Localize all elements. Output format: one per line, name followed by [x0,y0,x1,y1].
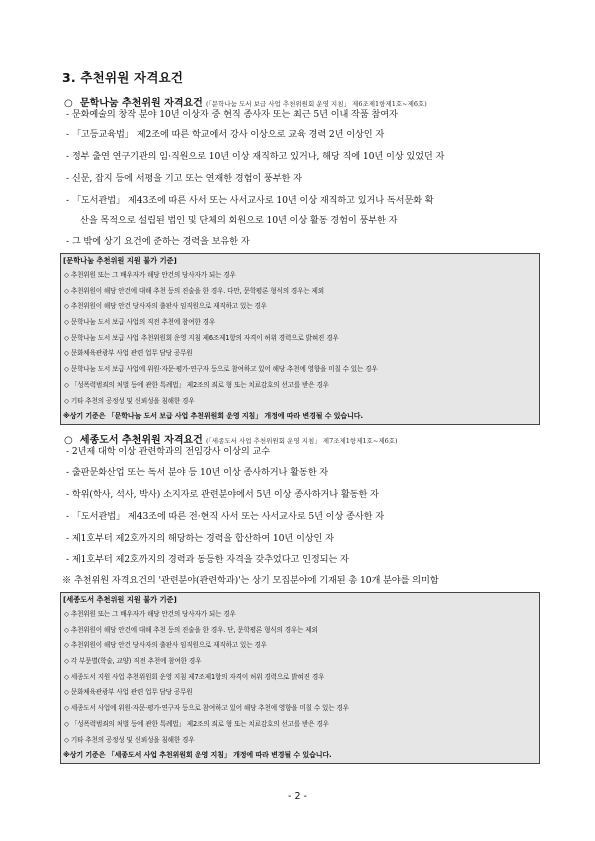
section-heading: 3. 추천위원 자격요건 [62,70,184,85]
sejong-requirement: - 「도서관법」 제43조에 따른 전·현직 사서 또는 사서교사로 5년 이상 종사한 자 [66,511,384,522]
exclusion-item: ◇ 추천위원 또는 그 배우자가 해당 안건의 당사자가 되는 경우 [64,610,236,618]
literature-exclusion-box [60,253,540,425]
exclusion-item: ◇ 「성폭력범죄의 처벌 등에 관한 특례법」 제2조의 죄로 형 또는 치료감호의 선고를 받은 경우 [64,380,329,389]
circle-bullet-icon: ○ [64,435,73,446]
exclusion-item: ◇ 추천위원이 해당 안건에 대해 추천 등의 진술을 한 경우. 다만, 문학평론 형식의 경우는 제외 [64,286,324,295]
literature-requirement: - 문화예술의 창작 분야 10년 이상자 중 현직 종사자 또는 최근 5년 이내 작품 참여자 [66,109,398,120]
exclusion-item: ◇ 세종도서 사업에 위원·자문·평가·연구자 등으로 참여하고 있어 해당 추천에 영향을 미칠 수 있는 경우 [64,704,349,713]
exclusion-item: ◇ 문학나눔 도서 보급 사업에 위원·자문·평가·연구자 등으로 참여하고 있어 해당 추천에 영향을 미칠 수 있는 경우 [64,365,378,374]
exclusion-item: ◇ 「성폭력범죄의 처벌 등에 관한 특례법」 제2조의 죄로 형 또는 치료감호의 선고를 받은 경우 [64,719,329,728]
exclusion-item: ◇ 문화체육관광부 사업 관련 업무 담당 공무원 [64,349,193,358]
sejong-requirement: - 학위(학사, 석사, 박사) 소지자로 관련분야에서 5년 이상 종사하거나 활동한 자 [66,489,379,500]
exclusion-item: ◇ 문학나눔 도서 보급 사업의 직전 추천에 참여한 경우 [64,318,216,327]
exclusion-item: ◇ 추천위원 또는 그 배우자가 해당 안건의 당사자가 되는 경우 [64,271,236,279]
exclusion-item: ◇ 기타 추천의 공정성 및 신뢰성을 침해한 경우 [64,396,195,405]
circle-bullet-icon: ○ [64,98,73,109]
sejong-reference: (「세종도서 사업 추천위원회 운영 지침」 제7조제1항제1호~제6호) [206,437,398,445]
exclusion-item: ◇ 문화체육관광부 사업 관련 업무 담당 공무원 [64,688,193,697]
sejong-exclusion-box [60,592,540,764]
sejong-requirement-note: ※ 추천위원 자격요건의 '관련분야(관련학과)'는 상기 모집분야에 기재된 총 10개 분야를 의미함 [62,575,439,586]
literature-title: 문학나눔 추천위원 자격요건 [79,98,203,109]
sejong-requirement: - 출판문화산업 또는 독서 분야 등 10년 이상 종사하거나 활동한 자 [66,467,329,478]
literature-requirement: - 그 밖에 상기 요건에 준하는 경력을 보유한 자 [66,236,250,247]
literature-reference: (「문학나눔 도서 보급 사업 추천위원회 운영 지침」 제6조제1항제1호~제6호) [206,100,427,108]
literature-requirement: - 「도서관법」 제43조에 따른 사서 또는 사서교사로 10년 이상 재직하고 있거나 독서문화 확 [66,195,434,206]
sejong-requirement: - 제1호부터 제2호까지의 해당하는 경력을 합산하여 10년 이상인 자 [66,533,334,544]
sejong-title: 세종도서 추천위원 자격요건 [79,435,203,446]
literature-requirement-continued: 산을 목적으로 설립된 법인 및 단체의 회원으로 10년 이상 활동 경험이 풍부한 자 [80,215,398,226]
literature-exclusion-note: ※상기 기준은 「문학나눔 도서 보급 사업 추천위원회 운영 지침」 개정에 따라 변경될 수 있습니다. [63,412,363,421]
literature-requirement: - 「고등교육법」 제2조에 따른 학교에서 강사 이상으로 교육 경력 2년 이상인 자 [66,129,385,140]
page-number: - 2 - [288,791,307,802]
exclusion-item: ◇ 추천위원이 해당 안건 당사자의 출판사 임직원으로 재직하고 있는 경우 [64,302,267,311]
sejong-requirement: - 2년제 대학 이상 관련학과의 전임강사 이상의 교수 [66,446,270,457]
exclusion-item: ◇ 추천위원이 해당 안건에 대해 추천 등의 진술을 한 경우. 단, 문학평론 형식의 경우는 제외 [64,625,318,634]
sejong-exclusion-title: [세종도서 추천위원 지원 불가 기준] [63,595,177,604]
sejong-requirement: - 제1호부터 제2호까지의 경력과 동등한 자격을 갖추었다고 인정되는 자 [66,554,349,565]
exclusion-item: ◇ 기타 추천의 공정성 및 신뢰성을 침해한 경우 [64,735,195,744]
sejong-exclusion-note: ※상기 기준은 「세종도서 사업 추천위원회 운영 지침」 개정에 따라 변경될 수 있습니다. [63,751,332,760]
literature-requirement: - 정부 출연 연구기관의 임·직원으로 10년 이상 재직하고 있거나, 해당 직에 10년 이상 있었던 자 [66,151,445,162]
exclusion-item: ◇ 추천위원이 해당 안건 당사자의 출판사 임직원으로 재직하고 있는 경우 [64,641,267,650]
exclusion-item: ◇ 각 부문별(학술, 교양) 직전 추천에 참여한 경우 [64,657,202,666]
exclusion-item: ◇ 문학나눔 도서 보급 사업 추천위원회 운영 지침 제6조제1항의 자격이 허위 경력으로 밝혀진 경우 [64,333,339,342]
exclusion-item: ◇ 세종도서 지원 사업 추천위원회 운영 지침 제7조제1항의 자격이 허위 경력으로 밝혀진 경우 [64,672,325,681]
literature-requirement: - 신문, 잡지 등에 서평을 기고 또는 연재한 경험이 풍부한 자 [66,173,302,184]
literature-exclusion-title: [문학나눔 추천위원 지원 불가 기준] [63,256,177,265]
